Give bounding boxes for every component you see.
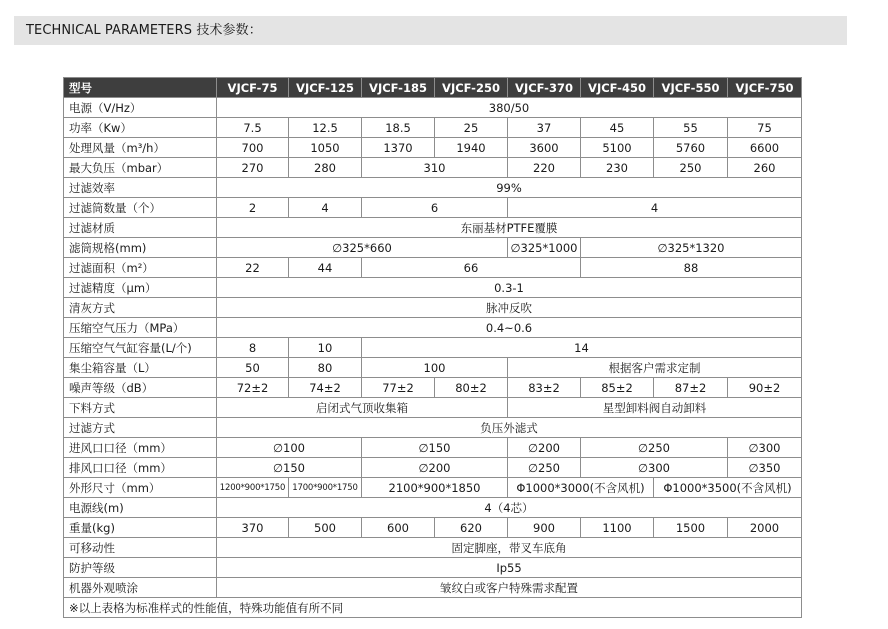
table-cell: 14	[362, 338, 802, 358]
table-cell: 500	[289, 518, 362, 538]
table-note-row	[64, 598, 802, 618]
table-cell: 1200*900*1750	[217, 478, 289, 498]
table-row	[64, 118, 802, 138]
table-cell: 380/50	[217, 98, 802, 118]
table-cell: 1370	[362, 138, 435, 158]
row-label: 排风口口径（mm）	[64, 458, 217, 478]
table-cell: 37	[508, 118, 581, 138]
table-row	[64, 378, 802, 398]
table-cell: Φ1000*3500(不含风机)	[654, 478, 802, 498]
section-header	[14, 16, 847, 45]
row-label: 机器外观喷涂	[64, 578, 217, 598]
table-cell: 72±2	[217, 378, 289, 398]
table-cell: 0.3-1	[217, 278, 802, 298]
row-label: 电源（V/Hz）	[64, 98, 217, 118]
table-cell: 280	[289, 158, 362, 178]
table-cell: 88	[581, 258, 802, 278]
row-label: 过滤面积（m²）	[64, 258, 217, 278]
table-cell: 87±2	[654, 378, 728, 398]
table-cell: 6	[362, 198, 508, 218]
row-label: 重量(kg)	[64, 518, 217, 538]
table-cell: ∅325*1320	[581, 238, 802, 258]
table-cell: 根据客户需求定制	[508, 358, 802, 378]
table-cell: 10	[289, 338, 362, 358]
table-cell: 7.5	[217, 118, 289, 138]
table-row	[64, 578, 802, 598]
row-label: 防护等级	[64, 558, 217, 578]
table-cell: 620	[435, 518, 508, 538]
table-cell: 700	[217, 138, 289, 158]
table-row	[64, 198, 802, 218]
table-cell: 2	[217, 198, 289, 218]
table-row	[64, 98, 802, 118]
table-cell: 220	[508, 158, 581, 178]
table-cell: 0.4~0.6	[217, 318, 802, 338]
table-row	[64, 178, 802, 198]
table-cell: ∅200	[508, 438, 581, 458]
table-cell: 1700*900*1750	[289, 478, 362, 498]
row-label: 过滤方式	[64, 418, 217, 438]
table-cell: 5760	[654, 138, 728, 158]
header-model-vjcf-550: VJCF-550	[654, 78, 728, 98]
header-model-vjcf-125: VJCF-125	[289, 78, 362, 98]
table-cell: 6600	[728, 138, 802, 158]
table-cell: ∅300	[581, 458, 728, 478]
table-cell: 250	[654, 158, 728, 178]
table-cell: 25	[435, 118, 508, 138]
header-model-vjcf-250: VJCF-250	[435, 78, 508, 98]
table-cell: ∅200	[362, 458, 508, 478]
table-cell: 1100	[581, 518, 654, 538]
table-cell: ∅250	[581, 438, 728, 458]
table-row	[64, 338, 802, 358]
table-cell: 100	[362, 358, 508, 378]
section-title: TECHNICAL PARAMETERS 技术参数：	[26, 23, 262, 38]
table-cell: 50	[217, 358, 289, 378]
table-cell: 脉冲反吹	[217, 298, 802, 318]
row-label: 过滤材质	[64, 218, 217, 238]
table-cell: 1500	[654, 518, 728, 538]
table-cell: 310	[362, 158, 508, 178]
table-cell: 85±2	[581, 378, 654, 398]
table-cell: 75	[728, 118, 802, 138]
table-cell: 12.5	[289, 118, 362, 138]
row-label: 滤筒规格(mm)	[64, 238, 217, 258]
row-label: 噪声等级（dB）	[64, 378, 217, 398]
table-row	[64, 438, 802, 458]
row-label: 过滤精度（μm）	[64, 278, 217, 298]
table-cell: ∅150	[362, 438, 508, 458]
header-model-vjcf-750: VJCF-750	[728, 78, 802, 98]
table-cell: 1050	[289, 138, 362, 158]
row-label: 最大负压（mbar）	[64, 158, 217, 178]
table-cell: 270	[217, 158, 289, 178]
table-row	[64, 518, 802, 538]
header-model-vjcf-370: VJCF-370	[508, 78, 581, 98]
table-cell: 启闭式气顶收集箱	[217, 398, 508, 418]
table-cell: ∅100	[217, 438, 362, 458]
row-label: 压缩空气气缸容量(L/个)	[64, 338, 217, 358]
row-label: 过滤效率	[64, 178, 217, 198]
table-cell: 4	[289, 198, 362, 218]
header-model-vjcf-450: VJCF-450	[581, 78, 654, 98]
spec-table	[63, 77, 802, 618]
table-row	[64, 498, 802, 518]
row-label: 进风口口径（mm）	[64, 438, 217, 458]
table-row	[64, 218, 802, 238]
header-model-label: 型号	[64, 78, 217, 98]
table-cell: 2100*900*1850	[362, 478, 508, 498]
row-label: 清灰方式	[64, 298, 217, 318]
table-cell: 2000	[728, 518, 802, 538]
table-cell: 4（4芯）	[217, 498, 802, 518]
table-cell: 1940	[435, 138, 508, 158]
table-cell: ∅150	[217, 458, 362, 478]
table-cell: 18.5	[362, 118, 435, 138]
table-row	[64, 238, 802, 258]
table-cell: 80±2	[435, 378, 508, 398]
table-row	[64, 558, 802, 578]
header-model-vjcf-75: VJCF-75	[217, 78, 289, 98]
table-row	[64, 298, 802, 318]
table-row	[64, 478, 802, 498]
row-label: 下料方式	[64, 398, 217, 418]
table-cell: 74±2	[289, 378, 362, 398]
table-cell: 55	[654, 118, 728, 138]
table-row	[64, 278, 802, 298]
table-cell: ∅250	[508, 458, 581, 478]
table-cell: 600	[362, 518, 435, 538]
table-cell: 4	[508, 198, 802, 218]
table-cell: Φ1000*3000(不含风机)	[508, 478, 654, 498]
table-row	[64, 418, 802, 438]
table-cell: Ip55	[217, 558, 802, 578]
table-row	[64, 158, 802, 178]
table-cell: 90±2	[728, 378, 802, 398]
table-note: ※以上表格为标准样式的性能值，特殊功能值有所不同	[64, 598, 802, 618]
row-label: 可移动性	[64, 538, 217, 558]
table-cell: 22	[217, 258, 289, 278]
table-cell: 皱纹白或客户特殊需求配置	[217, 578, 802, 598]
table-row	[64, 258, 802, 278]
table-row	[64, 398, 802, 418]
table-cell: ∅300	[728, 438, 802, 458]
table-row	[64, 538, 802, 558]
table-cell: 星型卸料阀自动卸料	[508, 398, 802, 418]
row-label: 外形尺寸（mm）	[64, 478, 217, 498]
table-row	[64, 318, 802, 338]
table-cell: 260	[728, 158, 802, 178]
table-cell: 83±2	[508, 378, 581, 398]
row-label: 集尘箱容量（L）	[64, 358, 217, 378]
row-label: 过滤筒数量（个）	[64, 198, 217, 218]
table-cell: 80	[289, 358, 362, 378]
table-cell: 负压外滤式	[217, 418, 802, 438]
table-cell: ∅325*1000	[508, 238, 581, 258]
row-label: 功率（Kw）	[64, 118, 217, 138]
table-cell: 东丽基材PTFE覆膜	[217, 218, 802, 238]
table-cell: ∅325*660	[217, 238, 508, 258]
header-model-vjcf-185: VJCF-185	[362, 78, 435, 98]
table-row	[64, 358, 802, 378]
row-label: 压缩空气压力（MPa）	[64, 318, 217, 338]
row-label: 电源线(m)	[64, 498, 217, 518]
table-cell: 44	[289, 258, 362, 278]
table-cell: 8	[217, 338, 289, 358]
table-row	[64, 138, 802, 158]
table-cell: 370	[217, 518, 289, 538]
table-cell: 固定脚座，带叉车底角	[217, 538, 802, 558]
row-label: 处理风量（m³/h）	[64, 138, 217, 158]
table-header-row	[64, 78, 802, 98]
table-cell: 45	[581, 118, 654, 138]
table-cell: 77±2	[362, 378, 435, 398]
table-cell: 66	[362, 258, 581, 278]
table-cell: 3600	[508, 138, 581, 158]
table-cell: 900	[508, 518, 581, 538]
table-cell: ∅350	[728, 458, 802, 478]
table-cell: 99%	[217, 178, 802, 198]
table-cell: 5100	[581, 138, 654, 158]
table-cell: 230	[581, 158, 654, 178]
table-row	[64, 458, 802, 478]
